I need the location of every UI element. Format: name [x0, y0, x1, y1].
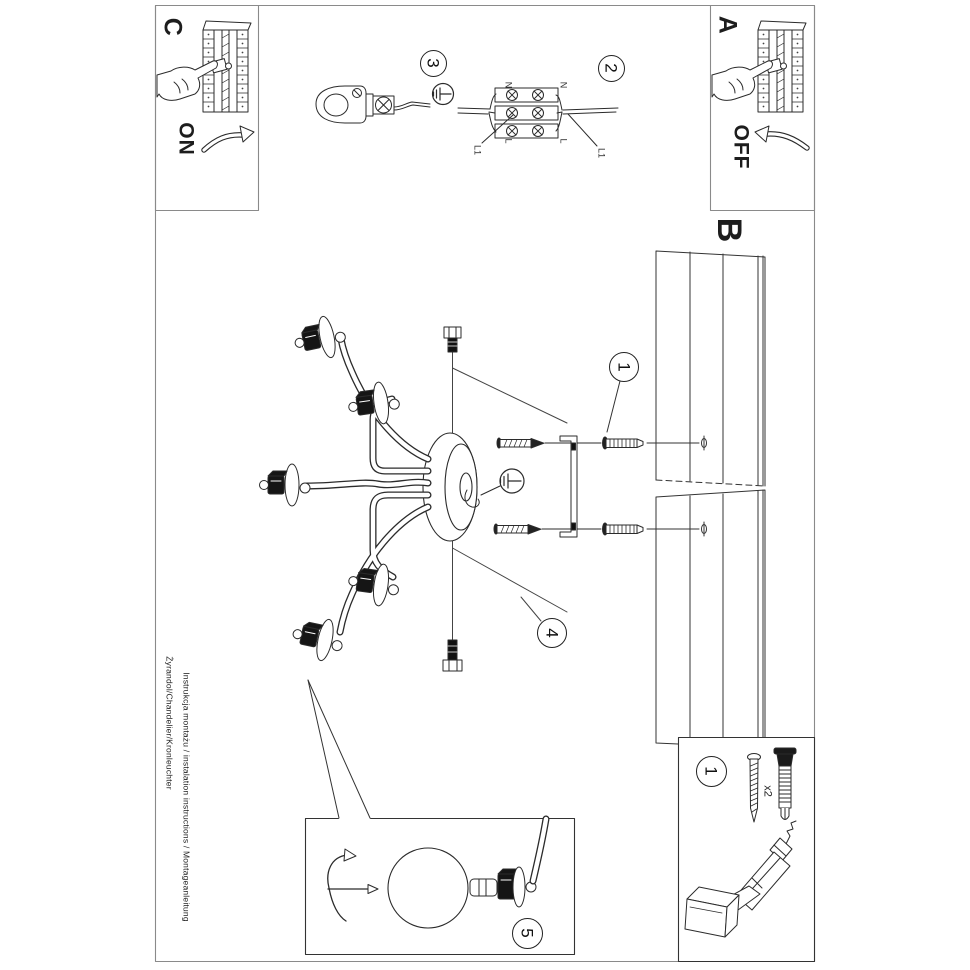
wire-label-l1: L1 — [596, 147, 607, 159]
section-b-letter: B — [710, 217, 748, 243]
step-badge-2: 2 — [598, 55, 625, 82]
off-arrow-icon — [755, 126, 807, 148]
wall-plug-icon — [603, 437, 644, 449]
on-label: ON — [174, 122, 198, 156]
ceiling-drawing — [647, 251, 765, 748]
parts-badge-1: 1 — [696, 756, 727, 787]
wire-label-l: L — [503, 138, 514, 144]
section-a-letter: A — [713, 15, 742, 35]
step-badge-1: 1 — [609, 352, 639, 382]
hex-bolt-icon — [444, 327, 461, 352]
step-badge-4: 4 — [537, 618, 567, 648]
wire-label-n: N — [503, 81, 514, 89]
parts-quantity-label: x2 — [761, 785, 774, 797]
footer-title-line2: Żyrandol/Chandelier/Kronleuchter — [164, 656, 175, 790]
mounting-screw-icon — [494, 524, 601, 534]
pointer-lines — [308, 680, 370, 818]
canopy-drum — [423, 433, 477, 541]
terminal-block-drawing — [458, 88, 618, 146]
glass-globe-icon — [388, 848, 468, 928]
detail-box-step5 — [306, 680, 575, 955]
hex-bolt-icon — [443, 640, 462, 671]
mounting-bracket-drawing — [560, 436, 577, 537]
wall-plug-icon — [603, 523, 644, 535]
wall-plugs-drawing — [603, 437, 644, 535]
mounting-screw-icon — [497, 438, 601, 448]
wire-label-n: N — [558, 81, 569, 89]
badge1-leader-line — [607, 381, 620, 432]
lamp-head-icon — [260, 464, 311, 506]
earth-symbol-icon — [500, 469, 524, 493]
step-badge-5: 5 — [512, 918, 543, 949]
step-badge-3: 3 — [420, 50, 447, 77]
earth-symbol-icon — [433, 84, 454, 105]
wire-label-l: L — [558, 138, 569, 144]
lamp-head-icon — [291, 313, 349, 365]
section-c-letter: C — [158, 17, 187, 37]
off-label: OFF — [729, 124, 753, 170]
wire-label-l1: L1 — [472, 144, 483, 156]
chandelier-drawing — [260, 313, 525, 665]
footer-title-line1: Instrukcja montażu / instalation instructions / Montageanleitung — [181, 672, 192, 922]
cable-clamp-drawing — [316, 86, 430, 123]
lamp-head-icon — [289, 613, 347, 665]
on-arrow-icon — [204, 126, 254, 150]
lamp-head-icon — [346, 560, 402, 609]
